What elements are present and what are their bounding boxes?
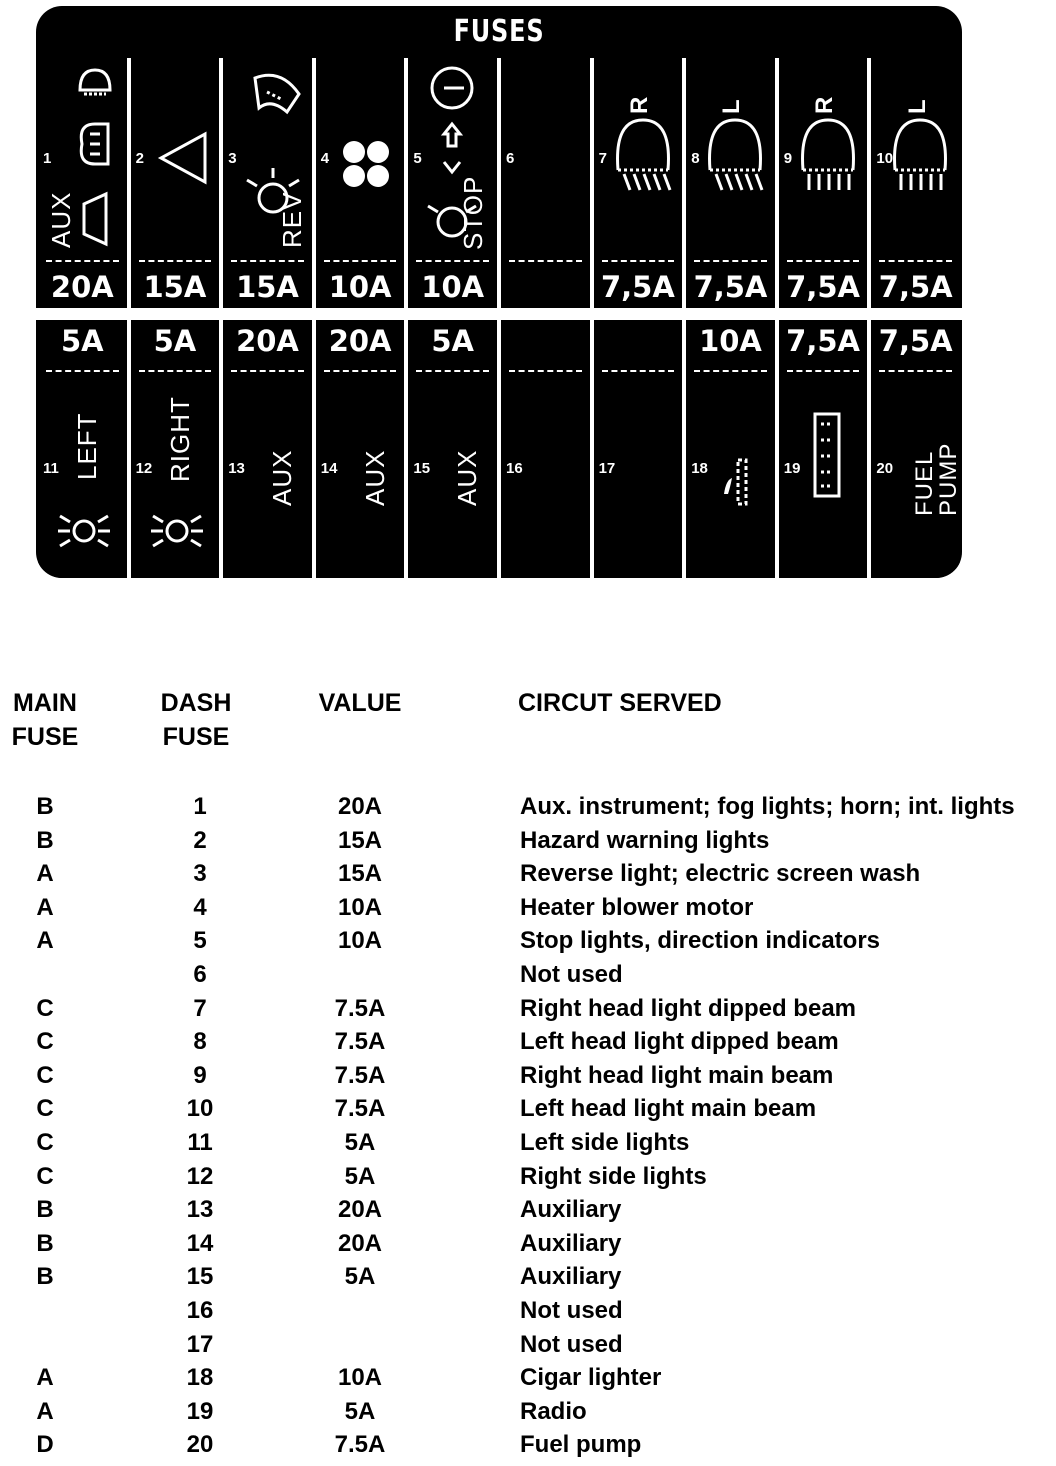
fuse-rating: 5A [431,324,474,358]
headlight-main-icon [795,114,861,199]
fuse-slot-1 [38,58,127,308]
row-divider [36,308,962,320]
value-cell: 7.5A [334,1061,386,1089]
header-value: VALUE [318,689,402,717]
fuse-rating: 20A [50,270,114,304]
circuit-cell: Cigar lighter [520,1364,662,1392]
dash-fuse-cell: 9 [193,1061,207,1089]
fuse-number: 5 [413,150,422,167]
dash-fuse-cell: 1 [193,793,207,820]
fuse-number: 20 [876,460,894,477]
fuse-label: RIGHT [164,396,195,482]
column-divider [682,58,686,308]
blower-fan-icon [338,136,394,197]
main-fuse-cell: C [36,1061,54,1089]
rating-divider [46,260,119,262]
fuse-number: 12 [135,460,153,477]
value-cell: 5A [344,1129,376,1156]
column-divider [867,320,871,578]
fuse-rating: 20A [328,324,392,358]
value-cell: 10A [337,1364,383,1392]
value-cell: 20A [337,1196,383,1224]
dash-fuse-cell: 16 [186,1297,214,1324]
main-fuse-cell: D [36,1431,54,1459]
dash-fuse-cell: 19 [186,1397,214,1425]
fuse-number: 9 [783,150,793,167]
side-light-icon [147,506,207,561]
circuit-cell: Auxiliary [520,1196,622,1224]
fuse-slot-5 [408,58,497,308]
diagram-title: FUSES [453,14,545,49]
column-divider [775,58,779,308]
circuit-cell: Right side lights [520,1162,707,1190]
fuse-label: REV [277,191,308,248]
circuit-cell: Fuel pump [520,1431,642,1459]
fuse-slot-11 [38,320,127,578]
rating-divider [694,260,767,262]
fuse-number: 8 [691,150,700,167]
fuse-label: AUX [267,449,298,506]
fuse-number: 1 [43,150,52,167]
value-cell: 15A [337,826,383,854]
fuse-slot-7 [594,58,683,308]
fuse-rating: 7,5A [600,270,675,304]
dash-fuse-cell: 12 [186,1162,214,1190]
main-fuse-cell: A [36,1364,54,1392]
dash-fuse-cell: 4 [193,893,207,921]
headlight-dipped-icon [610,114,676,199]
radio-icon [807,410,847,505]
column-divider [867,58,871,308]
rating-divider [787,370,860,372]
fuse-slot-20 [871,320,960,578]
side-light-icon [54,506,114,561]
rating-divider [879,260,952,262]
column-divider [312,58,316,308]
main-fuse-cell: C [36,1028,54,1056]
value-cell: 20A [337,793,383,820]
main-fuse-cell: A [36,893,54,921]
circuit-cell: Not used [520,1297,623,1324]
fuse-table [0,686,1056,1466]
column-divider [219,320,223,578]
fuse-slot-14 [316,320,405,578]
fuse-slot-3 [223,58,312,308]
fuse-rating: 10A [699,324,762,358]
dash-fuse-cell: 2 [193,826,207,854]
fuse-rating: 7,5A [878,324,953,358]
aux-lights-horn-icon [70,64,120,259]
fuse-label: FUEL PUMP [911,442,962,516]
circuit-cell: Left head light main beam [520,1095,817,1123]
dash-fuse-cell: 17 [186,1330,214,1358]
rating-divider [139,370,212,372]
fuse-number: 15 [413,460,431,477]
fuse-rating: 7,5A [786,324,860,358]
header-dash-fuse-line1: DASH [160,689,232,717]
column-divider [590,320,594,578]
value-cell: 15A [337,860,383,888]
hazard-triangle-icon [153,128,213,193]
dash-fuse-cell: 20 [186,1431,214,1459]
cigar-lighter-icon [714,448,754,513]
fuse-number: 14 [320,460,338,477]
fuse-slot-12 [131,320,220,578]
main-fuse-cell: B [36,793,54,820]
value-cell: 10A [337,893,383,921]
main-fuse-cell: C [36,1129,54,1156]
circuit-cell: Reverse light; electric screen wash [520,860,921,888]
value-cell: 20A [337,1229,383,1257]
fuse-number: 7 [598,150,607,167]
dash-fuse-cell: 5 [193,927,207,955]
main-fuse-cell: C [36,994,54,1022]
circuit-cell: Hazard warning lights [520,826,770,854]
circuit-cell: Auxiliary [520,1263,622,1291]
value-cell: 7.5A [334,1028,386,1056]
circuit-cell: Heater blower motor [520,893,754,921]
rating-divider [602,260,675,262]
header-main-fuse-line1: MAIN [13,689,77,717]
value-cell: 5A [344,1397,376,1425]
dash-fuse-cell: 7 [193,994,207,1022]
value-cell: 7.5A [334,994,386,1022]
column-divider [219,58,223,308]
column-divider [497,320,501,578]
fuse-rating: 5A [60,324,104,358]
main-fuse-cell: A [36,927,54,955]
fuse-slot-2 [131,58,220,308]
fuse-number: 3 [228,150,237,167]
headlight-dipped-icon [702,114,768,199]
main-fuse-cell: B [36,1263,54,1291]
dash-fuse-cell: 3 [193,860,207,888]
fuse-rating: 5A [153,324,197,358]
column-divider [404,58,408,308]
fuse-label: AUX [452,449,483,506]
main-fuse-cell: B [36,1229,54,1257]
dash-fuse-cell: 13 [186,1196,214,1224]
header-circuit-served: CIRCUT SERVED [518,689,722,717]
fuse-label: L [718,98,746,114]
column-divider [404,320,408,578]
main-fuse-cell: A [36,860,54,888]
main-fuse-cell: C [36,1095,54,1123]
fuse-slot-13 [223,320,312,578]
fuse-number: 6 [506,150,515,167]
rating-divider [509,260,582,262]
dash-fuse-cell: 14 [186,1229,214,1257]
value-cell: 7.5A [334,1431,386,1459]
rating-divider [694,370,767,372]
fuse-rating: 7,5A [693,270,768,304]
fuse-slot-18 [686,320,775,578]
fuse-number: 13 [228,460,245,477]
fuse-number: 16 [506,460,523,477]
fuse-slot-8 [686,58,775,308]
column-divider [775,320,779,578]
column-divider [127,58,131,308]
rating-divider [787,260,860,262]
fuse-label: LEFT [72,412,102,480]
fuse-rating: 20A [236,324,299,358]
value-cell: 5A [344,1162,376,1190]
rating-divider [324,260,397,262]
fuse-number: 11 [43,460,59,477]
dash-fuse-cell: 15 [186,1263,214,1291]
rating-divider [416,370,489,372]
rating-divider [509,370,582,372]
main-fuse-cell: B [36,826,54,854]
fuse-slot-19 [779,320,868,578]
dash-fuse-cell: 6 [193,961,207,988]
main-fuse-cell: A [36,1397,54,1425]
fuse-slot-16 [501,320,590,578]
main-fuse-cell: B [36,1196,54,1224]
fuse-number: 19 [783,460,801,477]
rating-divider [231,370,304,372]
rating-divider [416,260,489,262]
fuse-number: 4 [320,150,330,167]
fuse-box-diagram [36,6,962,578]
fuse-number: 10 [876,150,894,167]
fuse-number: 17 [598,460,616,477]
circuit-cell: Left head light dipped beam [520,1028,839,1056]
fuse-label: R [625,95,653,114]
fuse-label: L [903,98,931,114]
circuit-cell: Stop lights, direction indicators [520,927,881,955]
column-divider [682,320,686,578]
rating-divider [324,370,397,372]
fuse-slot-6 [501,58,590,308]
rating-divider [879,370,952,372]
circuit-cell: Not used [520,961,623,988]
fuse-slot-17 [594,320,683,578]
fuse-number: 2 [135,150,144,167]
fuse-rating: 10A [421,270,485,304]
column-divider [312,320,316,578]
dash-fuse-cell: 18 [186,1364,214,1392]
fuse-rating: 7,5A [786,270,860,304]
column-divider [590,58,594,308]
fuse-label: R [811,95,839,114]
value-cell: 10A [337,927,383,955]
value-cell: 5A [344,1263,376,1291]
rating-divider [231,260,304,262]
circuit-cell: Left side lights [520,1129,690,1156]
rating-divider [602,370,675,372]
fuse-slot-10 [871,58,960,308]
fuse-label: STOP [458,175,489,250]
circuit-cell: Auxiliary [520,1229,622,1257]
rating-divider [139,260,212,262]
fuse-number: 18 [691,460,708,477]
fuse-label: AUX [46,191,76,248]
dash-fuse-cell: 10 [186,1095,214,1123]
dash-fuse-cell: 11 [187,1129,213,1156]
fuse-rating: 15A [236,270,299,304]
dash-fuse-cell: 8 [193,1028,207,1056]
fuse-slot-9 [779,58,868,308]
fuse-slot-4 [316,58,405,308]
headlight-main-icon [887,114,953,199]
circuit-cell: Not used [520,1330,623,1358]
fuse-rating: 15A [143,270,207,304]
column-divider [127,320,131,578]
circuit-cell: Right head light main beam [520,1061,834,1089]
circuit-cell: Right head light dipped beam [520,994,856,1022]
rating-divider [46,370,119,372]
value-cell: 7.5A [334,1095,386,1123]
fuse-rating: 7,5A [878,270,953,304]
fuse-label: AUX [359,449,390,506]
column-divider [497,58,501,308]
fuse-slot-15 [408,320,497,578]
header-main-fuse-line2: FUSE [11,723,79,751]
fuse-rating: 10A [328,270,392,304]
circuit-cell: Radio [520,1397,587,1425]
header-dash-fuse-line2: FUSE [162,723,230,751]
main-fuse-cell: C [36,1162,54,1190]
circuit-cell: Aux. instrument; fog lights; horn; int. lights [520,793,1015,820]
